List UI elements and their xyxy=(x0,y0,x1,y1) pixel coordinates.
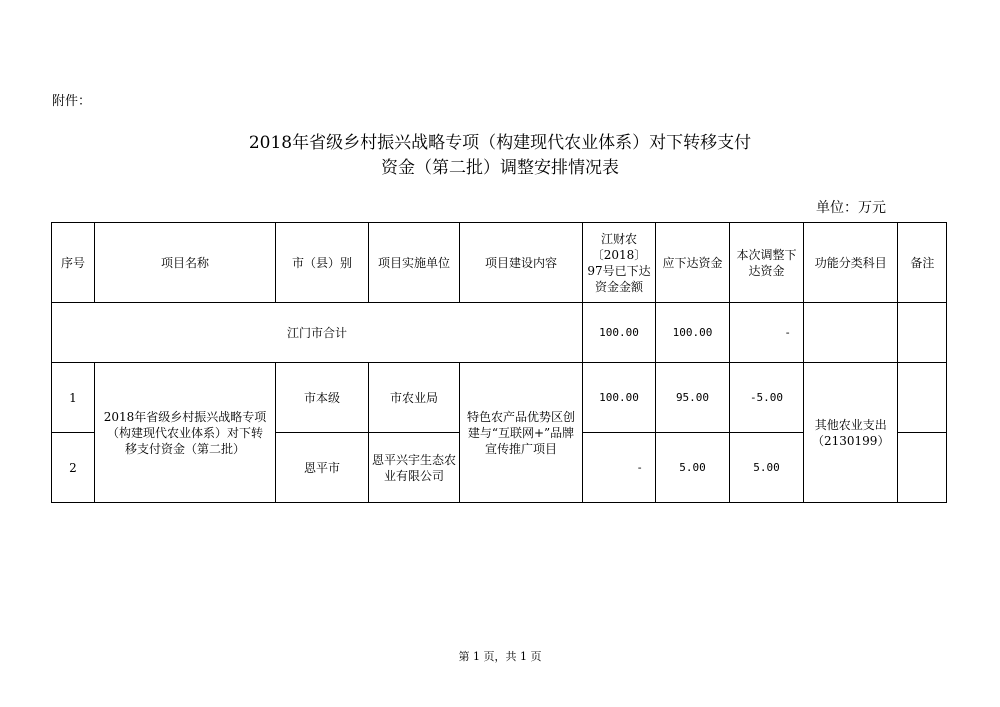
header-content: 项目建设内容 xyxy=(460,223,583,303)
header-seq: 序号 xyxy=(52,223,95,303)
fund-allocation-table xyxy=(51,222,947,503)
header-remark: 备注 xyxy=(898,223,947,303)
header-adjust: 本次调整下达资金 xyxy=(730,223,804,303)
header-city: 市（县）别 xyxy=(276,223,369,303)
header-issued: 江财农〔2018〕97号已下达资金金额 xyxy=(583,223,656,303)
header-row xyxy=(52,223,947,303)
header-due: 应下达资金 xyxy=(656,223,730,303)
project-name-cell: 2018年省级乡村振兴战略专项（构建现代农业体系）对下转移支付资金（第二批） xyxy=(95,363,276,503)
total-adjust: - xyxy=(730,303,804,363)
total-due: 100.00 xyxy=(656,303,730,363)
row2-remark xyxy=(898,433,947,503)
row2-implementer: 恩平兴宇生态农业有限公司 xyxy=(369,433,460,503)
row2-due: 5.00 xyxy=(656,433,730,503)
row2-adjust: 5.00 xyxy=(730,433,804,503)
total-row xyxy=(52,303,947,363)
row1-remark xyxy=(898,363,947,433)
annex-label: 附件： xyxy=(52,94,92,109)
row1-implementer: 市农业局 xyxy=(369,363,460,433)
row1-seq: 1 xyxy=(52,363,95,433)
header-implementer: 项目实施单位 xyxy=(369,223,460,303)
row1-due: 95.00 xyxy=(656,363,730,433)
doc-title-line1: 2018年省级乡村振兴战略专项（构建现代农业体系）对下转移支付 xyxy=(248,133,752,153)
row2-seq: 2 xyxy=(52,433,95,503)
page-footer: 第 1 页，共 1 页 xyxy=(458,650,542,663)
content-cell: 特色农产品优势区创建与“互联网+”品牌宣传推广项目 xyxy=(460,363,583,503)
unit-label: 单位：万元 xyxy=(816,200,886,216)
total-category xyxy=(804,303,898,363)
category-cell: 其他农业支出（2130199） xyxy=(804,363,898,503)
table-row xyxy=(52,363,947,433)
total-issued: 100.00 xyxy=(583,303,656,363)
header-project-name: 项目名称 xyxy=(95,223,276,303)
row2-issued: - xyxy=(583,433,656,503)
row1-issued: 100.00 xyxy=(583,363,656,433)
total-label: 江门市合计 xyxy=(52,303,583,363)
row2-city: 恩平市 xyxy=(276,433,369,503)
row1-city: 市本级 xyxy=(276,363,369,433)
total-remark xyxy=(898,303,947,363)
header-category: 功能分类科目 xyxy=(804,223,898,303)
doc-title-line2: 资金（第二批）调整安排情况表 xyxy=(381,158,619,178)
row1-adjust: -5.00 xyxy=(730,363,804,433)
